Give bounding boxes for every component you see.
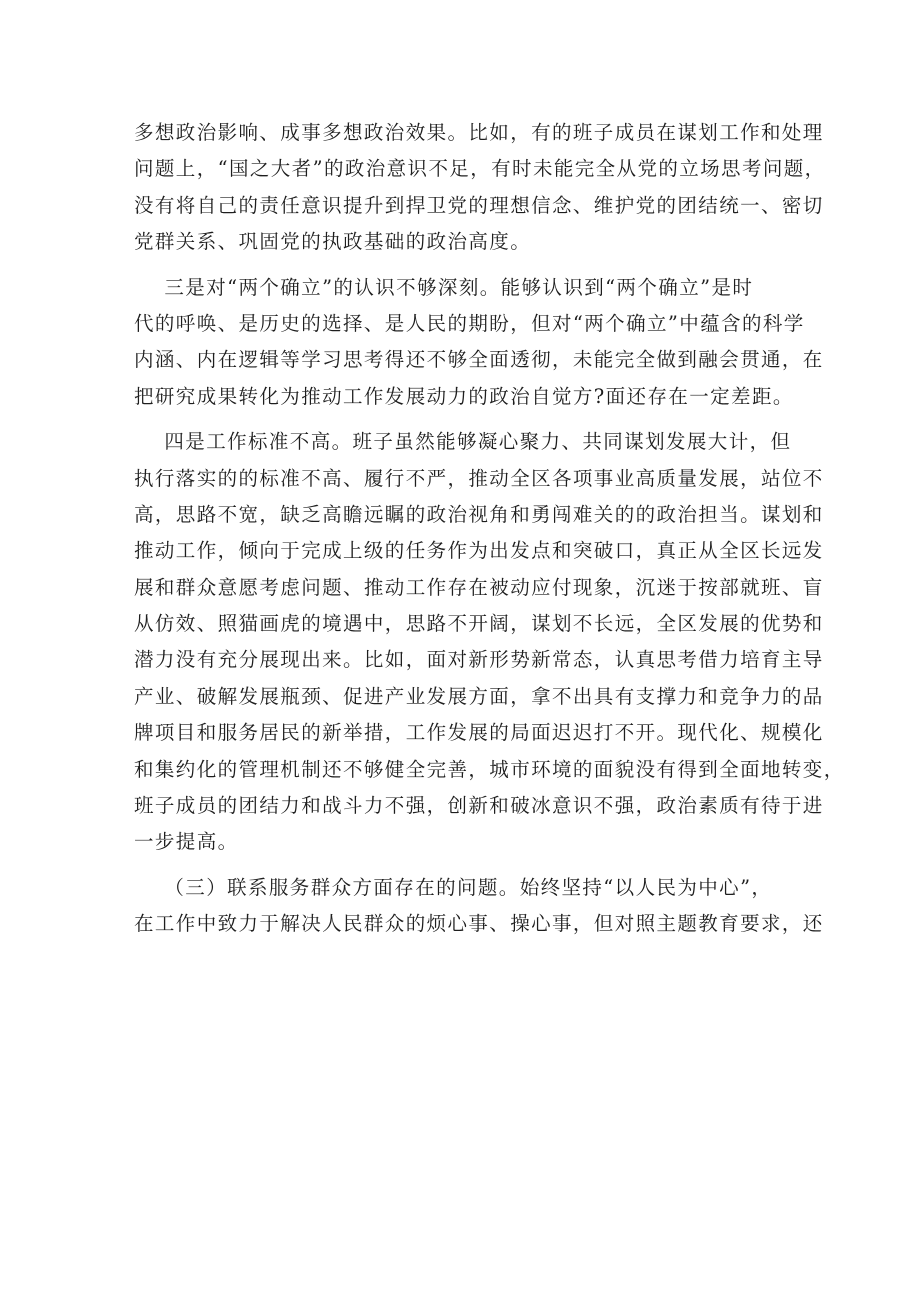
text-line: 三是对“两个确立”的认识不够深刻。能够认识到“两个确立”是时 <box>134 275 754 299</box>
text-line: 多想政治影响、成事多想政治效果。比如，有的班子成员在谋划工作和处理 <box>134 121 824 144</box>
text-line: 执行落实的的标准不高、履行不严，推动全区各项事业高质量发展，站位不 <box>134 466 824 490</box>
paragraph-work-standards <box>134 424 845 861</box>
text-line: 展和群众意愿考虑问题、推动工作存在被动应付现象，沉迷于按部就班、盲 <box>134 575 824 599</box>
text-line: 产业、破解发展瓶颈、促进产业发展方面，拿不出具有支撑力和竞争力的品 <box>134 684 824 708</box>
text-line: 在工作中致力于解决人民群众的烦心事、操心事，但对照主题教育要求，还 <box>134 912 824 936</box>
paragraph-spacer <box>134 261 794 270</box>
text-line: 牌项目和服务居民的新举措，工作发展的局面迟迟打不开。现代化、规模化 <box>134 721 824 745</box>
text-line: 把研究成果转化为推动工作发展动力的政治自觉方?面还存在一定差距。 <box>134 384 794 408</box>
paragraph-serving-masses <box>134 870 824 943</box>
text-line: （三）联系服务群众方面存在的问题。始终坚持“以人民为中心”， <box>134 875 773 899</box>
paragraph-spacer <box>134 861 794 870</box>
text-line: 党群关系、巩固党的执政基础的政治高度。 <box>134 230 532 254</box>
text-line: 高，思路不宽，缺乏高瞻远瞩的政治视角和勇闯难关的的政治担当。谋划和 <box>134 502 824 526</box>
document-body <box>134 115 845 943</box>
text-line: 问题上，“国之大者”的政治意识不足，有时未能完全从党的立场思考问题， <box>134 157 826 181</box>
text-line: 潜力没有充分展现出来。比如，面对新形势新常态，认真思考借力培育主导 <box>134 648 824 672</box>
text-line: 内涵、内在逻辑等学习思考得还不够全面透彻，未能完全做到融会贯通，在 <box>134 348 824 372</box>
paragraph-two-establishments <box>134 270 824 416</box>
paragraph-spacer <box>134 415 794 424</box>
text-line: 一步提高。 <box>134 830 239 854</box>
text-line: 没有将自己的责任意识提升到捍卫党的理想信念、维护党的团结统一、密切 <box>134 193 824 217</box>
paragraph-political-awareness <box>134 115 826 261</box>
text-line: 班子成员的团结力和战斗力不强，创新和破冰意识不强，政治素质有待于进 <box>134 794 824 818</box>
text-line: 代的呼唤、是历史的选择、是人民的期盼，但对“两个确立”中蕴含的科学 <box>134 311 805 335</box>
text-line: 从仿效、照猫画虎的境遇中，思路不开阔，谋划不长远，全区发展的优势和 <box>134 612 824 636</box>
text-line: 和集约化的管理机制还不够健全完善，城市环境的面貌没有得到全面地转变， <box>134 757 845 781</box>
text-line: 四是工作标准不高。班子虽然能够凝心聚力、共同谋划发展大计，但 <box>134 430 792 454</box>
text-line: 推动工作，倾向于完成上级的任务作为出发点和突破口，真正从全区长远发 <box>134 539 824 563</box>
